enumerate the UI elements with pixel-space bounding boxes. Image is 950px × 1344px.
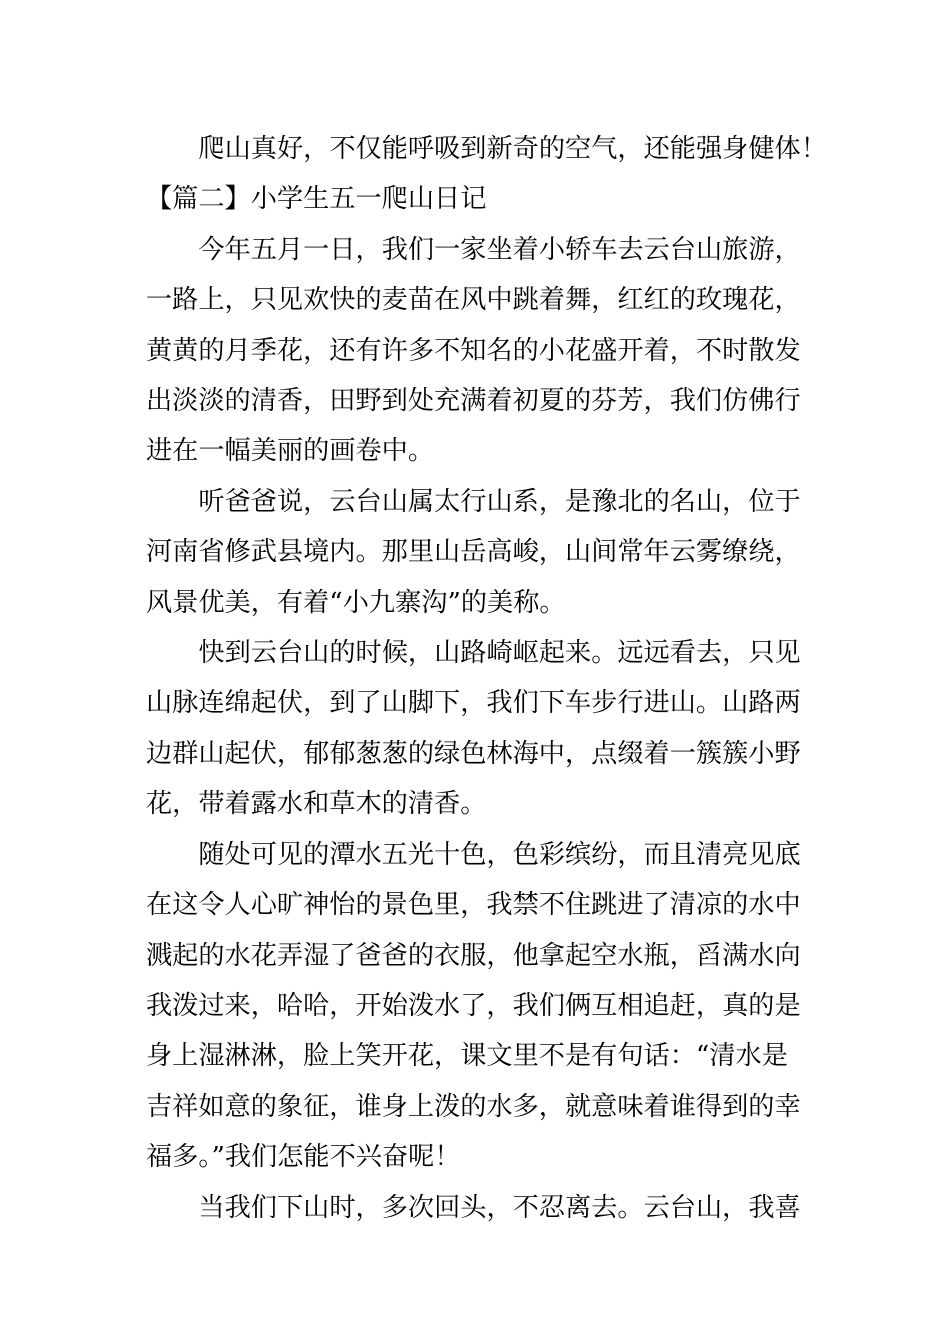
text-line: 随处可见的潭水五光十色，色彩缤纷，而且清亮见底 bbox=[198, 839, 801, 870]
paragraph-leaving bbox=[146, 1183, 806, 1233]
text-line: 爬山真好，不仅能呼吸到新奇的空气，还能强身健体！ bbox=[198, 134, 827, 164]
text-line: 今年五月一日，我们一家坐着小轿车去云台山旅游， bbox=[198, 234, 801, 265]
section-heading bbox=[146, 174, 806, 224]
text-line: 快到云台山的时候，山路崎岖起来。远远看去，只见 bbox=[198, 638, 801, 669]
text-line: 一路上，只见欢快的麦苗在风中跳着舞，红红的玫瑰花， bbox=[146, 285, 801, 316]
text-line: 在这令人心旷神怡的景色里，我禁不住跳进了清凉的水中 bbox=[146, 890, 801, 921]
text-line: 花，带着露水和草木的清香。 bbox=[146, 789, 487, 820]
text-line: 福多。”我们怎能不兴奋呢！ bbox=[146, 1142, 461, 1173]
text-line: 黄黄的月季花，还有许多不知名的小花盛开着，不时散发 bbox=[146, 335, 801, 366]
text-line: 风景优美，有着“小九寨沟”的美称。 bbox=[146, 587, 566, 618]
paragraph-arrival bbox=[146, 628, 806, 830]
text-line: 溅起的水花弄湿了爸爸的衣服，他拿起空水瓶，舀满水向 bbox=[146, 940, 801, 971]
paragraph-water bbox=[146, 830, 806, 1183]
text-line: 河南省修武县境内。那里山岳高峻，山间常年云雾缭绕， bbox=[146, 537, 801, 568]
text-line: 出淡淡的清香，田野到处充满着初夏的芬芳，我们仿佛行 bbox=[146, 386, 801, 417]
text-line: 边群山起伏，郁郁葱葱的绿色林海中，点缀着一簇簇小野 bbox=[146, 738, 801, 769]
paragraph-dad-says bbox=[146, 477, 806, 628]
text-line: 我泼过来，哈哈，开始泼水了，我们俩互相追赶，真的是 bbox=[146, 990, 801, 1021]
heading-text: 【篇二】小学生五一爬山日记 bbox=[146, 184, 487, 215]
document-body bbox=[146, 124, 827, 1233]
paragraph-intro-closing bbox=[146, 124, 827, 174]
text-line: 山脉连绵起伏，到了山脚下，我们下车步行进山。山路两 bbox=[146, 688, 801, 719]
text-line: 吉祥如意的象征，谁身上泼的水多，就意味着谁得到的幸 bbox=[146, 1091, 801, 1122]
paragraph-trip bbox=[146, 225, 806, 477]
text-line: 当我们下山时，多次回头，不忍离去。云台山，我喜 bbox=[198, 1192, 801, 1223]
text-line: 身上湿淋淋，脸上笑开花，课文里不是有句话：“清水是 bbox=[146, 1041, 788, 1072]
text-line: 进在一幅美丽的画卷中。 bbox=[146, 436, 435, 467]
text-line: 听爸爸说，云台山属太行山系，是豫北的名山，位于 bbox=[198, 486, 801, 517]
